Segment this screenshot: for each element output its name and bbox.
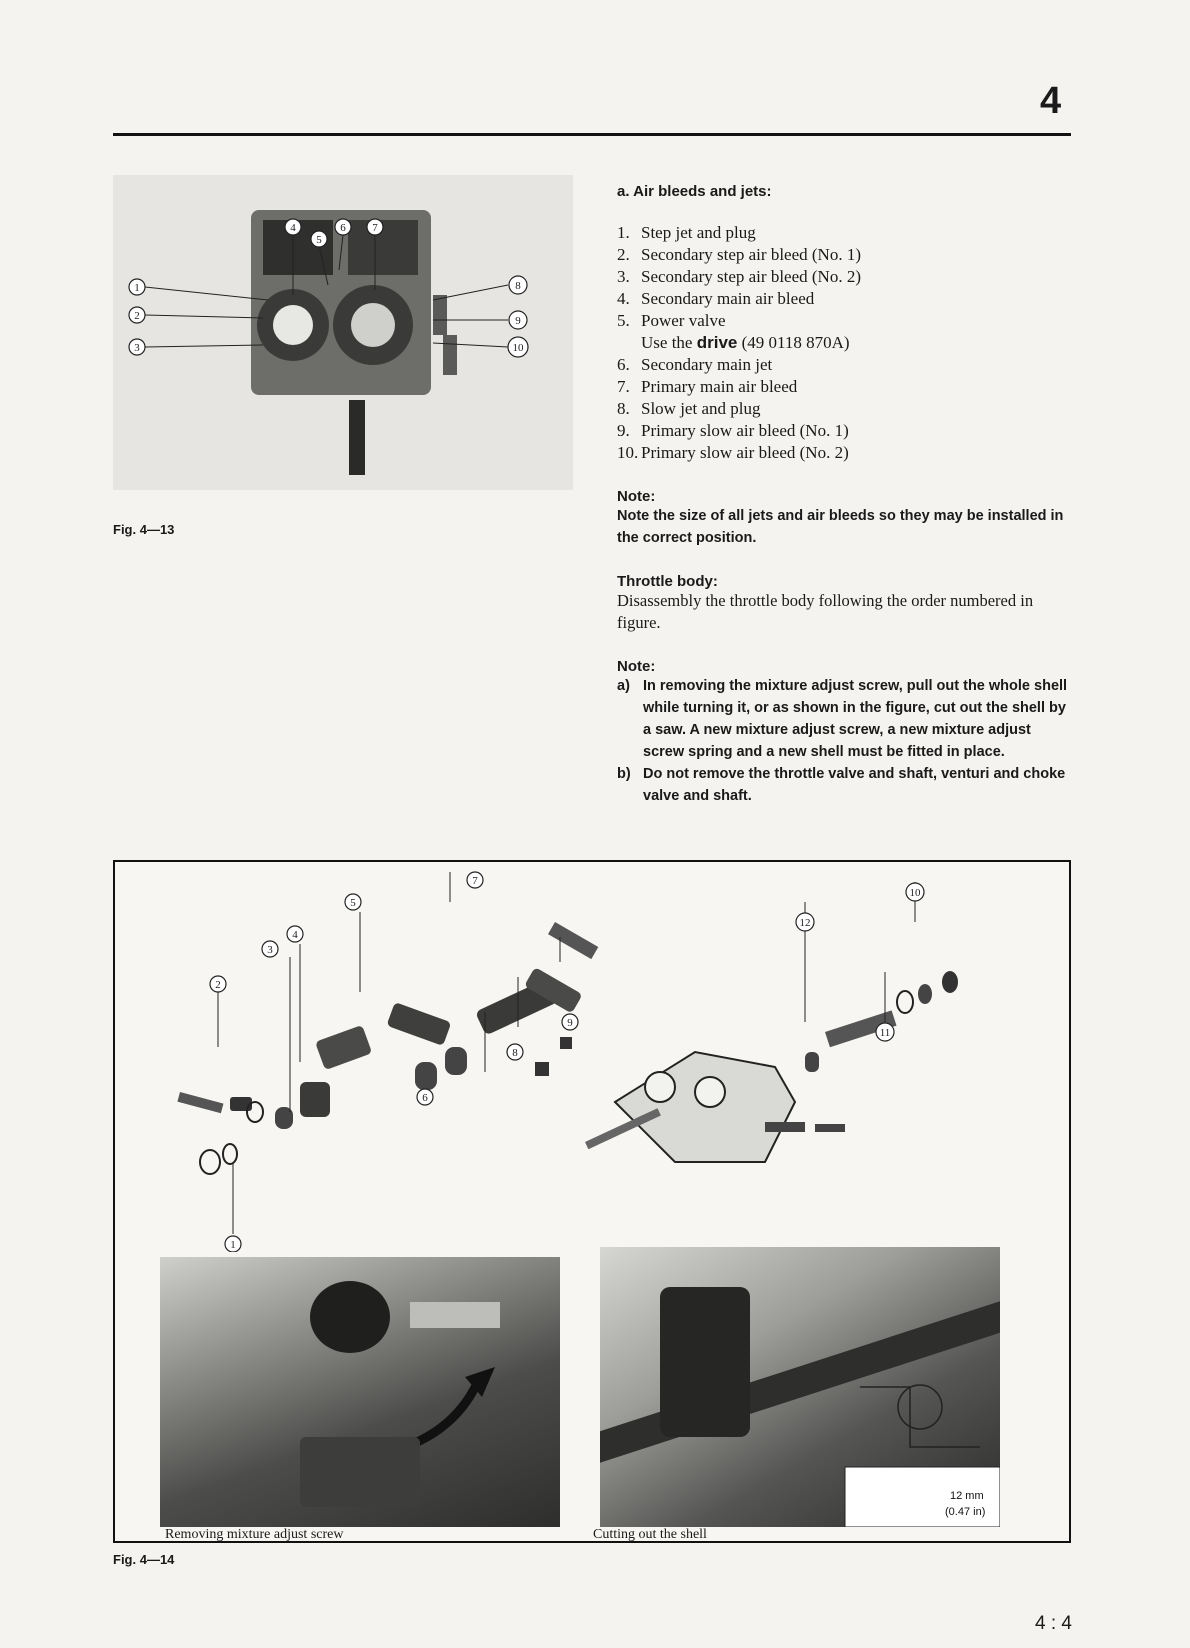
- list-item: 1. Step jet and plug: [617, 223, 756, 242]
- list-item: 8. Slow jet and plug: [617, 399, 761, 418]
- caption-right: Cutting out the shell: [593, 1527, 707, 1542]
- fig-4-14-callouts: [210, 894, 433, 1252]
- throttle-body-heading: Throttle body:: [617, 573, 718, 590]
- svg-text:1: 1: [230, 1239, 236, 1251]
- page-number: 4 : 4: [1035, 1613, 1072, 1634]
- power-valve-note: Use the drive (49 0118 870A): [641, 333, 850, 352]
- svg-text:6: 6: [340, 222, 346, 234]
- caption-left: Removing mixture adjust screw: [165, 1527, 344, 1542]
- list-item: 5. Power valve Use the drive (49 0118 870A): [617, 310, 1072, 354]
- fig-4-14-label: Fig. 4—14: [113, 1552, 175, 1567]
- svg-text:9: 9: [567, 1017, 573, 1029]
- list-item: 3. Secondary step air bleed (No. 2): [617, 267, 861, 286]
- fig-4-14-frame: [113, 860, 1071, 1543]
- list-item: 10. Primary slow air bleed (No. 2): [617, 443, 849, 462]
- svg-text:5: 5: [350, 897, 356, 909]
- inset-dim-mm: 12 mm: [950, 1490, 984, 1502]
- list-item: 2. Secondary step air bleed (No. 1): [617, 245, 861, 264]
- svg-text:10: 10: [909, 887, 921, 899]
- svg-text:5: 5: [316, 234, 322, 246]
- list-item: a) In removing the mixture adjust screw, pull out the whole shell while turning it, or as shown in the figure, cut out the shell by a saw. A new mixture adjust screw, a new mixture adjust screw spring and a new shell must be fitted in place.: [617, 678, 1068, 760]
- svg-text:4: 4: [292, 929, 298, 941]
- list-item: b) Do not remove the throttle valve and shaft, venturi and choke valve and shaft.: [617, 766, 1066, 804]
- svg-text:7: 7: [372, 222, 378, 234]
- note-2-list: [617, 675, 1072, 807]
- svg-text:12: 12: [799, 917, 811, 929]
- right-column: [617, 183, 1072, 807]
- note-1-heading: Note:: [617, 488, 656, 505]
- list-item: 9. Primary slow air bleed (No. 1): [617, 421, 849, 440]
- note-2-heading: Note:: [617, 658, 656, 675]
- fig-4-13-photo: [113, 175, 573, 490]
- carburetor-top-view: [113, 175, 573, 490]
- fig-4-13-label: Fig. 4—13: [113, 522, 175, 537]
- header-rule: [113, 133, 1071, 136]
- note-1-text: Note the size of all jets and air bleeds so they may be installed in the correct position.: [617, 508, 1064, 546]
- cutting-shell-photo: [600, 1247, 1000, 1527]
- list-item: 7. Primary main air bleed: [617, 377, 798, 396]
- throttle-body-text: Disassembly the throttle body following the order numbered in figure.: [617, 591, 1034, 632]
- svg-text:9: 9: [515, 315, 521, 327]
- svg-text:3: 3: [267, 944, 273, 956]
- chapter-number: 4: [1040, 80, 1062, 122]
- inset-dim-in: (0.47 in): [945, 1506, 986, 1518]
- svg-text:11: 11: [879, 1027, 891, 1039]
- svg-text:1: 1: [134, 282, 140, 294]
- svg-text:7: 7: [472, 875, 478, 887]
- exploded-view-diagram: [115, 862, 1069, 1252]
- svg-text:8: 8: [515, 280, 521, 292]
- svg-text:10: 10: [512, 342, 524, 354]
- svg-text:2: 2: [134, 310, 140, 322]
- air-bleeds-title: a. Air bleeds and jets:: [617, 183, 772, 200]
- air-bleeds-list: [617, 222, 1072, 464]
- list-item: 6. Secondary main jet: [617, 355, 773, 374]
- list-item: 4. Secondary main air bleed: [617, 289, 815, 308]
- arrow-icon: [160, 1257, 560, 1527]
- svg-text:2: 2: [215, 979, 221, 991]
- svg-text:3: 3: [134, 342, 140, 354]
- saw-blade-diagram: [600, 1247, 1000, 1527]
- svg-text:8: 8: [512, 1047, 518, 1059]
- mixture-screw-removal-photo: [160, 1257, 560, 1527]
- svg-text:4: 4: [290, 222, 296, 234]
- svg-text:6: 6: [422, 1092, 428, 1104]
